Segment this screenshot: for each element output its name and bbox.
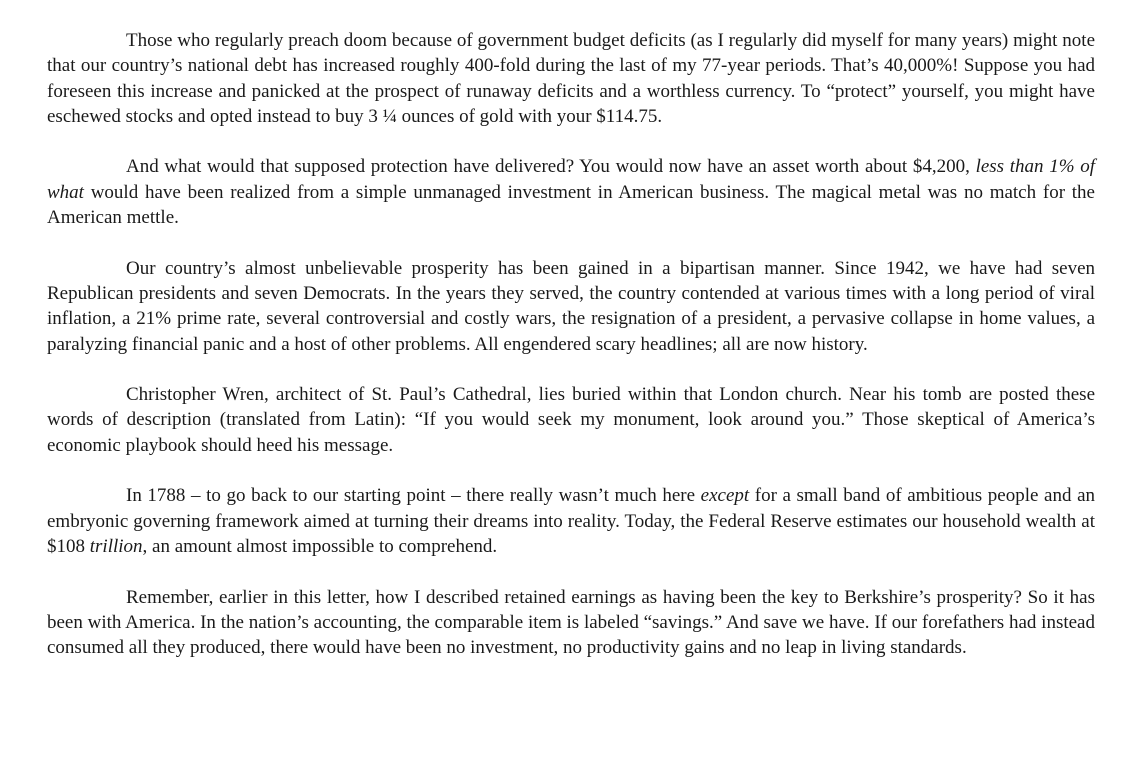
paragraph-4 — [47, 382, 1095, 458]
paragraph-text: Those who regularly preach doom because of government budget deficits (as I regularly did myself for many years) might note that our country’s national debt has increased roughly 400-fold during the last of my 77-year periods. That’s 40,000%! Suppose you had foreseen this increase and panicked at the prospect of runaway deficits and a worthless currency. To “protect” yourself, you might have eschewed stocks and opted instead to buy 3 ¼ ounces of gold with your $114.75. — [47, 30, 1095, 127]
paragraph-text: Remember, earlier in this letter, how I described retained earnings as having been the key to Berkshire’s prosperity? So it has been with America. In the nation’s accounting, the comparable item is labeled “savings.” And save we have. If our forefathers had instead consumed all they produced, there would have been no investment, no productivity gains and no leap in living standards. — [47, 586, 1095, 659]
paragraph-text: And what would that supposed protection have delivered? You would now have an asset worth about $4,200, — [126, 156, 976, 178]
paragraph-2 — [47, 154, 1095, 230]
paragraph-text: Christopher Wren, architect of St. Paul’s Cathedral, lies buried within that London church. Near his tomb are posted these words of description (translated from Latin): “If you would seek my monument, look around you.” Those skeptical of America’s economic playbook should heed his message. — [47, 384, 1095, 456]
paragraph-3 — [47, 256, 1095, 357]
paragraph-5 — [47, 483, 1095, 559]
italic-emphasis: except — [700, 485, 750, 507]
italic-emphasis: less than 1% of what — [47, 156, 1095, 203]
paragraph-text: , an amount almost impossible to comprehend. — [142, 535, 498, 557]
paragraph-6 — [47, 585, 1095, 661]
paragraph-text: for a small band of ambitious people and an embryonic governing framework aimed at turning their dreams into reality. Today, the Federal Reserve estimates our household wealth at $108 — [47, 485, 1095, 557]
italic-emphasis: trillion — [89, 535, 143, 557]
paragraph-text: would have been realized from a simple unmanaged investment in American business. The magical metal was no match for the American mettle. — [47, 181, 1095, 229]
document-page — [47, 28, 1095, 660]
paragraph-1 — [47, 28, 1095, 129]
paragraph-text: In 1788 – to go back to our starting point – there really wasn’t much here — [126, 485, 701, 507]
paragraph-text: Our country’s almost unbelievable prosperity has been gained in a bipartisan manner. Since 1942, we have had seven Republican presidents and seven Democrats. In the years they served, the country contended at various times with a long period of viral inflation, a 21% prime rate, several controversial and costly wars, the resignation of a president, a pervasive collapse in home values, a paralyzing financial panic and a host of other problems. All engendered scary headlines; all are now history. — [47, 257, 1095, 355]
